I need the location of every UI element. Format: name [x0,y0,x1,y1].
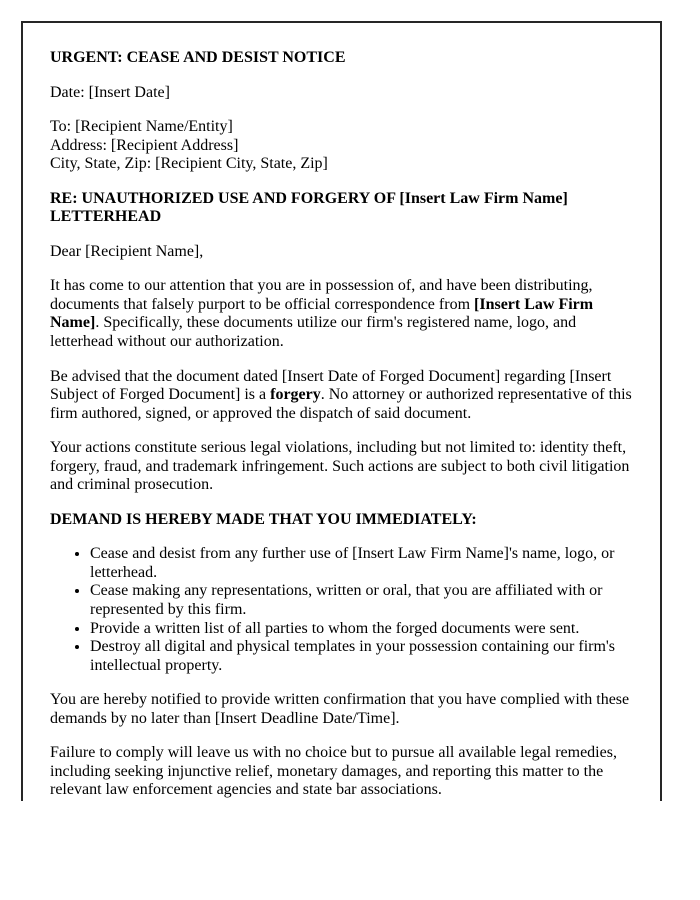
re-subject-heading: RE: UNAUTHORIZED USE AND FORGERY OF [Insert Law Firm Name] LETTERHEAD [50,189,568,226]
paragraph-forgery-text: Be advised that the document dated [Insert Date of Forged Document] regarding [Insert Subject of Forged Document] is a [50,367,612,404]
recipient-city-state-zip: City, State, Zip: [Recipient City, State, Zip] [50,155,328,173]
letter-title: URGENT: CEASE AND DESIST NOTICE [50,49,346,66]
forgery-emphasis: forgery [270,386,321,404]
demand-heading: DEMAND IS HEREBY MADE THAT YOU IMMEDIATELY: [50,510,477,528]
list-item: • Destroy all digital and physical templates in your possession containing our firm's intellectual property. [90,638,632,675]
recipient-to: To: [Recipient Name/Entity] [50,118,233,136]
demand-list [50,545,632,675]
paragraph-possession-text: It has come to our attention that you are in possession of, and have been distributing, documents that falsely purport to be official correspondence from [50,277,593,313]
recipient-address: Address: [Recipient Address] [50,136,239,154]
list-item: • Cease making any representations, written or oral, that you are affiliated with or represented by this firm. [90,582,632,619]
paragraph-forgery [50,368,632,424]
paragraph-forgery-text-cont: . No attorney or authorized representative of this firm authored, signed, or approved the dispatch of said document. [50,386,632,422]
paragraph-possession-text-cont: . Specifically, these documents utilize our firm's registered name, logo, and letterhead without our authorization. [50,314,577,351]
paragraph-possession [50,277,632,351]
letter-sheet [21,21,662,801]
list-item: • Cease and desist from any further use of [Insert Law Firm Name]'s name, logo, or letterhead. [90,545,632,582]
paragraph-violations: Your actions constitute serious legal violations, including but not limited to: identity theft, forgery, fraud, and trademark infringement. Such actions are subject to both civil litigation and criminal prosecution. [50,439,630,494]
recipient-block [50,118,632,174]
paragraph-confirmation: You are hereby notified to provide written confirmation that you have complied with these demands by no later than [Insert Deadline Date/Time]. [50,691,630,727]
law-firm-name-placeholder: [Insert Law Firm Name] [50,295,594,332]
list-item: • Provide a written list of all parties to whom the forged documents were sent. [90,620,632,639]
salutation: Dear [Recipient Name], [50,242,204,260]
paragraph-failure: Failure to comply will leave us with no choice but to pursue all available legal remedies, including seeking injunctive relief, monetary damages, and reporting this matter to the relevant law enforcement agencies and state bar associations. [50,744,617,799]
date-line: Date: [Insert Date] [50,83,170,101]
